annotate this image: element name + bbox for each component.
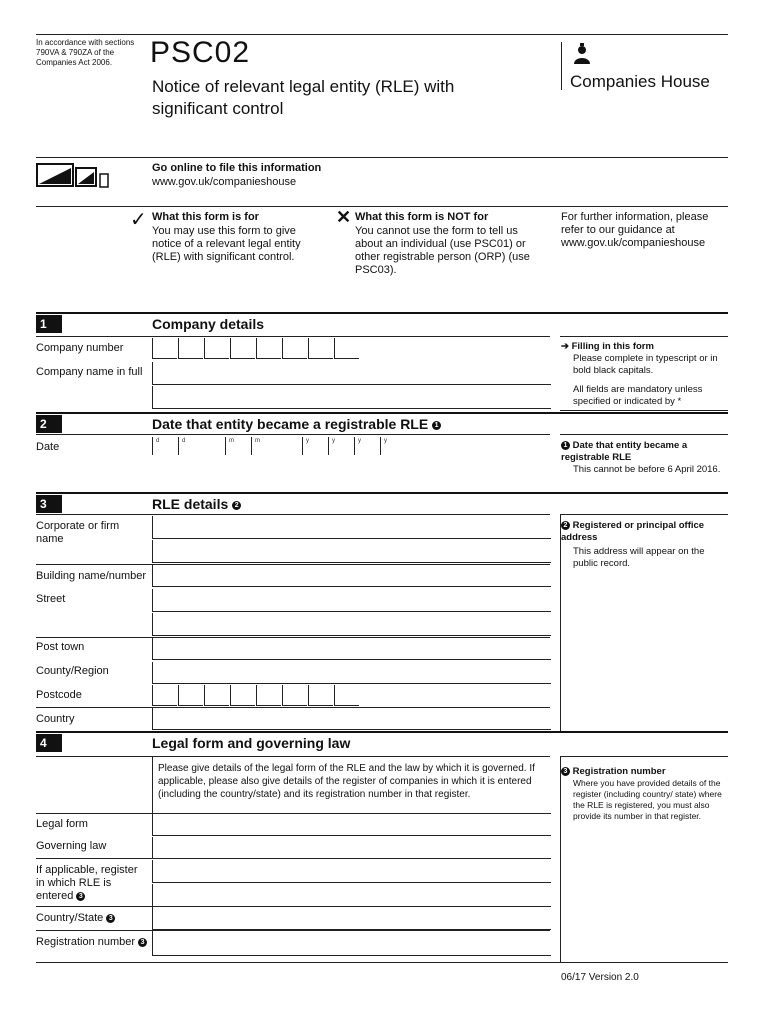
county-label: County/Region [36,665,109,677]
section2-rule [36,412,728,414]
footer-rule [36,962,728,963]
note1-rule [560,336,728,337]
note2-text: This cannot be before 6 April 2016. [573,464,721,475]
street-label: Street [36,593,66,605]
note1-text2: All fields are mandatory unless specified or indicated by * [573,384,703,407]
note4-text: Where you have provided details of the register (including country/ state) where the RLE is registered, you must also provide its number in that register. [573,778,722,821]
company-name-input-1[interactable] [152,362,551,385]
date-box-y2: y [332,438,335,444]
section2-subrule [36,434,550,435]
country-label: Country [36,713,75,725]
note4-heading [561,766,726,778]
section1-number: 1 [36,315,62,333]
post-town-label: Post town [36,641,85,653]
section2-title [152,416,441,432]
online-url[interactable]: www.gov.uk/companieshouse [152,176,297,188]
brand-name: Companies House [570,72,710,91]
company-number-label: Company number [36,342,124,354]
for-text: You may use this form to give notice of a relevant legal entity (RLE) with significant control. [152,225,301,263]
further-info: For further information, please refer to our guidance at www.gov.uk/companieshouse [561,211,709,249]
legal-basis-text: In accordance with sections 790VA & 790ZA of the Companies Act 2006. [36,38,135,67]
section4-title: Legal form and governing law [152,735,351,751]
postcode-input[interactable] [152,685,360,706]
not-text: You cannot use the form to tell us about an individual (use PSC01) or other registrable person (ORP) (use PSC03). [355,225,530,276]
note3-rule [560,514,728,515]
register-input-1[interactable] [152,860,551,883]
reg-number-ref: 3 [138,938,147,947]
section3-subrule [36,514,550,515]
section3-title-text: RLE details [152,496,229,512]
devices-icon [36,160,114,195]
note3-text: This address will appear on the public record. [573,546,705,569]
country-state-ref: 3 [106,914,115,923]
section3-rule [36,492,728,494]
note2-heading-text: Date that entity became a registrable RLE [561,440,688,463]
building-label: Building name/number [36,570,147,582]
note3-heading-text: Registered or principal office address [561,520,705,543]
section2-number: 2 [36,415,62,433]
corp-name-input-2[interactable] [152,540,551,563]
post-town-input[interactable] [152,638,551,660]
not-heading: What this form is NOT for [355,211,489,223]
check-icon: ✓ [130,209,147,231]
brand-divider [561,42,562,90]
company-name-label: Company name in full [36,366,143,378]
section3-number: 3 [36,495,62,513]
note1-heading-text: Filling in this form [571,341,654,352]
section3-title [152,496,241,512]
street-input-2[interactable] [152,613,551,636]
note4-heading-text: Registration number [572,766,666,777]
section4-rule [36,731,728,733]
corp-name-label: Corporate or firm name [36,520,120,545]
top-rule [36,34,728,35]
note4-rule [560,756,728,757]
country-state-input[interactable] [152,907,551,930]
governing-law-input[interactable] [152,837,551,859]
note1-bottom-rule [560,410,728,411]
date-input[interactable] [152,437,406,455]
date-box-y4: y [384,438,387,444]
arrow-icon: ➔ [561,341,572,352]
register-label-text: If applicable, register in which RLE is entered [36,864,138,902]
register-label [36,864,146,903]
row-rule-register [36,858,550,859]
date-label: Date [36,441,60,453]
corp-name-input-1[interactable] [152,516,551,539]
note3-heading [561,520,726,544]
register-ref: 3 [76,892,85,901]
legal-form-input[interactable] [152,814,551,836]
reg-number-input[interactable] [152,931,551,956]
online-rule [36,157,728,158]
note3-ref: 2 [561,521,570,530]
section4-number: 4 [36,734,62,752]
date-box-d2: d [182,438,186,444]
date-box-y1: y [306,438,309,444]
country-state-label-text: Country/State [36,912,104,924]
reg-number-label-text: Registration number [36,936,136,948]
county-input[interactable] [152,662,551,684]
royal-crest-icon [570,42,594,71]
form-title: Notice of relevant legal entity (RLE) with significant control [152,77,455,118]
online-heading: Go online to file this information [152,162,322,174]
section1-subrule [36,336,550,337]
date-box-m1: m [229,438,234,444]
section3-ref: 2 [232,501,241,510]
register-input-2[interactable] [152,884,551,907]
governing-law-label: Governing law [36,840,107,852]
section1-title: Company details [152,316,265,332]
note1-heading [561,341,654,353]
note4-side-rule [560,756,561,962]
country-input[interactable] [152,708,551,730]
cross-icon: ✕ [336,207,352,227]
note2-rule [560,434,728,435]
section4-instructions: Please give details of the legal form of the RLE and the law by which it is governed. If applicable, please also give details of the register of companies in which it is entered (including the country/state) and its registration number in that register. [158,763,535,800]
legal-form-label: Legal form [36,818,88,830]
note3-side-rule [560,514,561,732]
building-input[interactable] [152,565,551,587]
note2-ref: 1 [561,441,570,450]
company-number-input[interactable] [152,338,360,359]
country-state-label [36,912,115,925]
date-box-m2: m [255,438,260,444]
street-input-1[interactable] [152,589,551,612]
section2-title-text: Date that entity became a registrable RLE [152,416,429,432]
section2-ref: 1 [432,421,441,430]
note1-text1: Please complete in typescript or in bold black capitals. [573,353,718,376]
postcode-label: Postcode [36,689,82,701]
form-code: PSC02 [150,36,251,69]
company-name-input-2[interactable] [152,386,551,409]
section1-rule [36,312,728,314]
version-text: 06/17 Version 2.0 [561,972,639,983]
note4-ref: 3 [561,767,570,776]
for-heading: What this form is for [152,211,259,223]
date-box-y3: y [358,438,361,444]
date-box-d1: d [156,438,160,444]
reg-number-label [36,936,147,949]
note2-heading [561,440,726,464]
